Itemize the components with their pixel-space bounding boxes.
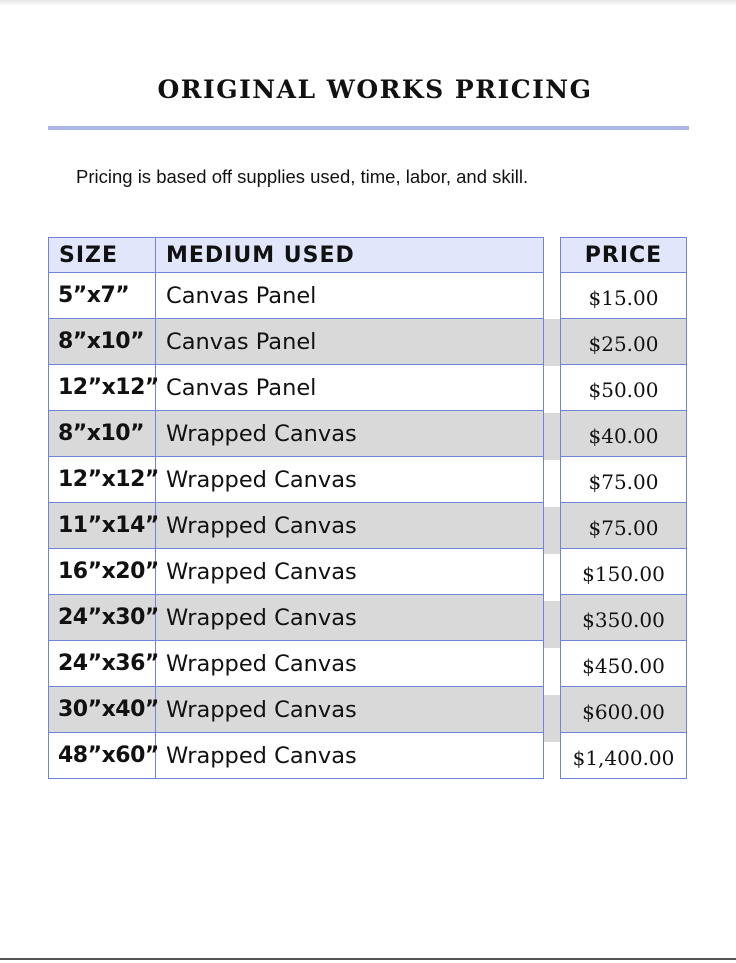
page-bottom-border bbox=[0, 958, 736, 960]
price-row bbox=[561, 411, 687, 457]
price-row bbox=[561, 549, 687, 595]
price-table bbox=[560, 237, 687, 779]
pricing-intro: Pricing is based off supplies used, time, labor, and skill. bbox=[76, 166, 529, 187]
table-row bbox=[49, 411, 544, 457]
size-cell: 12”x12” bbox=[49, 365, 156, 411]
price-cell: $1,400.00 bbox=[561, 733, 687, 779]
size-cell: 30”x40” bbox=[49, 687, 156, 733]
price-row bbox=[561, 687, 687, 733]
size-medium-table bbox=[48, 237, 544, 779]
price-row bbox=[561, 457, 687, 503]
table-row bbox=[49, 641, 544, 687]
medium-cell: Canvas Panel bbox=[156, 319, 544, 365]
medium-cell: Wrapped Canvas bbox=[156, 457, 544, 503]
size-cell: 24”x36” bbox=[49, 641, 156, 687]
medium-cell: Wrapped Canvas bbox=[156, 411, 544, 457]
table-row bbox=[49, 273, 544, 319]
price-cell: $600.00 bbox=[561, 687, 687, 733]
price-cell: $450.00 bbox=[561, 641, 687, 687]
medium-cell: Wrapped Canvas bbox=[156, 549, 544, 595]
medium-cell: Wrapped Canvas bbox=[156, 641, 544, 687]
medium-column-header: MEDIUM USED bbox=[156, 238, 544, 273]
size-cell: 5”x7” bbox=[49, 273, 156, 319]
price-cell: $40.00 bbox=[561, 411, 687, 457]
price-cell: $15.00 bbox=[561, 273, 687, 319]
size-cell: 24”x30” bbox=[49, 595, 156, 641]
table-row bbox=[49, 595, 544, 641]
medium-cell: Wrapped Canvas bbox=[156, 503, 544, 549]
size-cell: 8”x10” bbox=[49, 319, 156, 365]
page-title: ORIGINAL WORKS PRICING bbox=[157, 75, 593, 104]
price-cell: $50.00 bbox=[561, 365, 687, 411]
price-row bbox=[561, 319, 687, 365]
size-cell: 11”x14” bbox=[49, 503, 156, 549]
table-row bbox=[49, 319, 544, 365]
price-cell: $350.00 bbox=[561, 595, 687, 641]
table-row bbox=[49, 457, 544, 503]
price-cell: $75.00 bbox=[561, 503, 687, 549]
price-row bbox=[561, 641, 687, 687]
price-cell: $25.00 bbox=[561, 319, 687, 365]
price-cell: $75.00 bbox=[561, 457, 687, 503]
size-cell: 16”x20” bbox=[49, 549, 156, 595]
size-cell: 8”x10” bbox=[49, 411, 156, 457]
page-top-shadow bbox=[0, 0, 736, 6]
medium-cell: Wrapped Canvas bbox=[156, 733, 544, 779]
size-cell: 48”x60” bbox=[49, 733, 156, 779]
price-row bbox=[561, 365, 687, 411]
price-row bbox=[561, 595, 687, 641]
size-cell: 12”x12” bbox=[49, 457, 156, 503]
title-underline bbox=[48, 126, 689, 130]
table-row bbox=[49, 687, 544, 733]
medium-cell: Wrapped Canvas bbox=[156, 595, 544, 641]
price-row bbox=[561, 273, 687, 319]
price-row bbox=[561, 503, 687, 549]
table-row bbox=[49, 733, 544, 779]
table-row bbox=[49, 365, 544, 411]
medium-cell: Canvas Panel bbox=[156, 365, 544, 411]
medium-cell: Canvas Panel bbox=[156, 273, 544, 319]
table-row bbox=[49, 549, 544, 595]
price-row bbox=[561, 733, 687, 779]
medium-cell: Wrapped Canvas bbox=[156, 687, 544, 733]
price-column-header: PRICE bbox=[561, 238, 687, 273]
price-cell: $150.00 bbox=[561, 549, 687, 595]
table-row bbox=[49, 503, 544, 549]
size-column-header: SIZE bbox=[49, 238, 156, 273]
